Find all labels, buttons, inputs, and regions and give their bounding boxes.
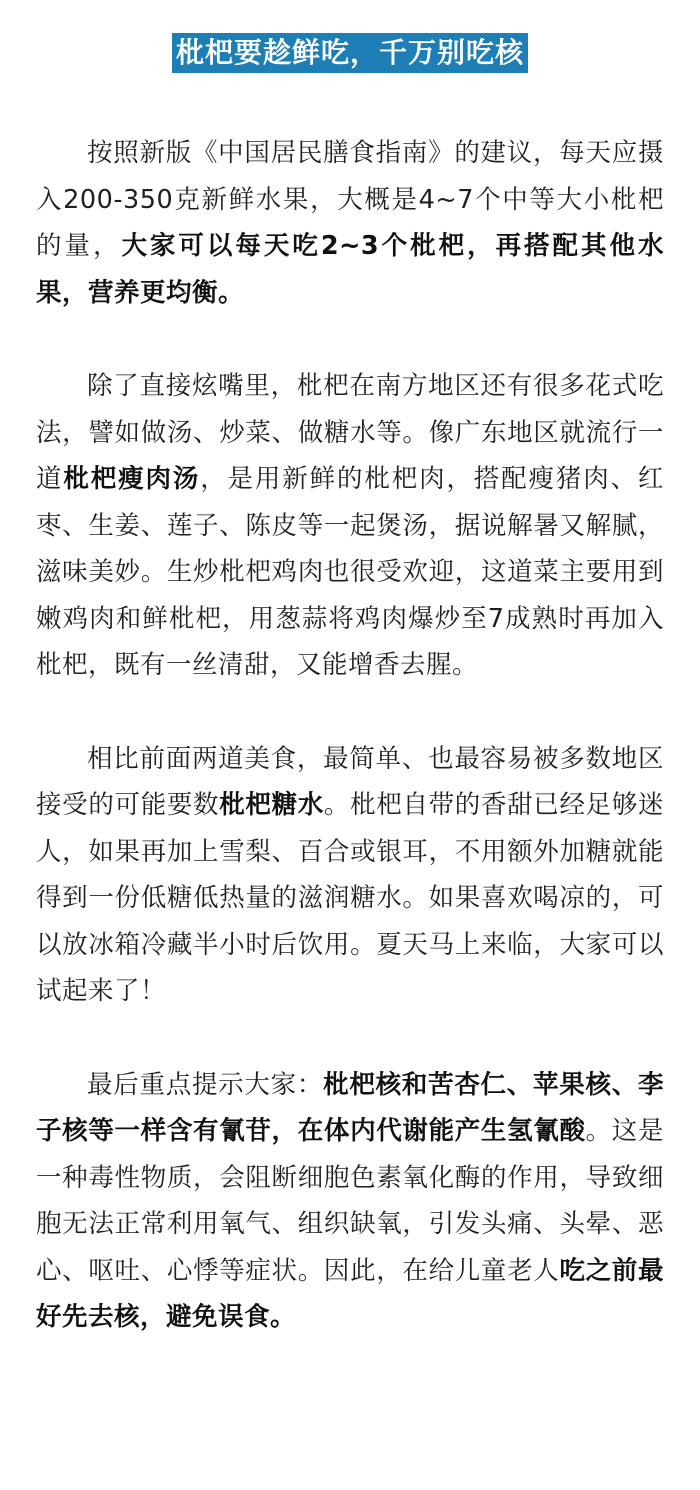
paragraph-recipes bbox=[36, 363, 664, 689]
title-container bbox=[36, 0, 664, 80]
text-run: ，是用新鲜的枇杷肉，搭配瘦猪肉、红枣、生姜、莲子、陈皮等一起煲汤，据说解暑又解腻，滋味美妙。生炒枇杷鸡肉也很受欢迎，这道菜主要用到嫩鸡肉和鲜枇杷，用葱蒜将鸡肉爆炒至7成熟时再加入枇杷，既有一丝清甜，又能增香去腥。 bbox=[36, 464, 664, 680]
bold-text-run: 吃之前最好先去核，避免误食。 bbox=[36, 1255, 664, 1332]
paragraph-sweet-soup bbox=[36, 736, 664, 1015]
bold-text-run: 枇杷核和苦杏仁、苹果核、李子核等一样含有氰苷，在体内代谢能产生氢氰酸 bbox=[36, 1069, 664, 1146]
text-run: 。这是一种毒性物质，会阻断细胞色素氧化酶的作用，导致细胞无法正常利用氧气、组织缺氧，引发头痛、头晕、恶心、呕吐、心悸等症状。因此，在给儿童老人 bbox=[36, 1116, 664, 1286]
paragraph-daily-intake bbox=[36, 130, 664, 316]
text-run: 相比前面两道美食，最简单、也最容易被多数地区接受的可能要数 bbox=[36, 743, 664, 820]
text-run: 。枇杷自带的香甜已经足够迷人，如果再加上雪梨、百合或银耳，不用额外加糖就能得到一份低糖低热量的滋润糖水。如果喜欢喝凉的，可以放冰箱冷藏半小时后饮用。夏天马上来临，大家可以试起来了！ bbox=[36, 790, 664, 1006]
bold-text-run: 大家可以每天吃2~3个枇杷，再搭配其他水果，营养更均衡。 bbox=[36, 231, 664, 308]
text-run: 按照新版《中国居民膳食指南》的建议，每天应摄入200-350克新鲜水果，大概是4~7个中等大小枇杷的量， bbox=[36, 138, 664, 261]
bold-text-run: 枇杷糖水 bbox=[219, 790, 324, 820]
article-title: 枇杷要趁鲜吃，千万别吃核 bbox=[172, 33, 528, 73]
text-run: 除了直接炫嘴里，枇杷在南方地区还有很多花式吃法，譬如做汤、炒菜、做糖水等。像广东地区就流行一道 bbox=[36, 371, 664, 494]
paragraph-gap bbox=[36, 1015, 664, 1062]
text-run: 最后重点提示大家： bbox=[87, 1069, 324, 1100]
paragraph-warning bbox=[36, 1062, 664, 1341]
bold-text-run: 枇杷瘦肉汤 bbox=[63, 464, 201, 494]
paragraph-gap bbox=[36, 689, 664, 736]
paragraph-gap bbox=[36, 316, 664, 363]
